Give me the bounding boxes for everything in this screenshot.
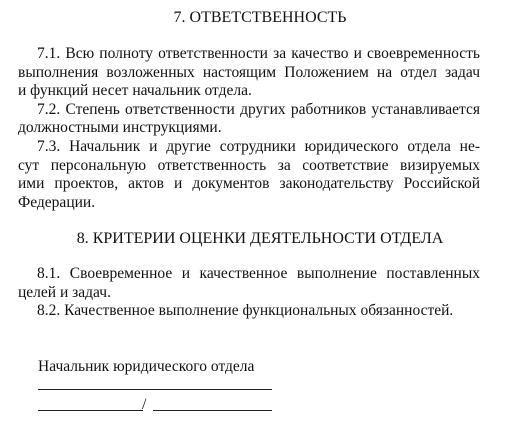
signature-date-line	[153, 410, 272, 411]
paragraph-7-3-line-4: Федерации.	[18, 193, 96, 211]
signature-title: Начальник юридического отдела	[38, 358, 255, 375]
signature-line	[38, 389, 272, 390]
signature-separator: /	[142, 396, 147, 413]
paragraph-8-1-line-2: целей и задач.	[18, 283, 111, 301]
paragraph-7-3-line-3: ими проектов, актов и документов законодательству Российской	[18, 175, 480, 193]
paragraph-7-2-line-1: 7.2. Степень ответственности других работников устанавливается	[37, 100, 480, 118]
signature-name-line	[38, 410, 143, 411]
paragraph-7-3-line-1: 7.3. Начальник и другие сотрудники юридического отдела не-	[37, 137, 480, 155]
paragraph-8-2-line-1: 8.2. Качественное выполнение функциональных обязанностей.	[37, 302, 454, 320]
section-8-heading: 8. КРИТЕРИИ ОЦЕНКИ ДЕЯТЕЛЬНОСТИ ОТДЕЛА	[76, 230, 444, 247]
paragraph-7-1-line-3: и функций несет начальник отдела.	[18, 82, 252, 100]
paragraph-8-1-line-1: 8.1. Своевременное и качественное выполнение поставленных	[37, 265, 480, 282]
section-8-body	[18, 265, 480, 321]
paragraph-7-2-line-2: должностными инструкциями.	[18, 119, 222, 137]
section-7-heading: 7. ОТВЕТСТВЕННОСТЬ	[173, 9, 347, 26]
section-7-body	[18, 45, 480, 212]
paragraph-7-3-line-2: сут персональную ответственность за соответствие визируемых	[18, 156, 480, 174]
paragraph-7-1-line-1: 7.1. Всю полноту ответственности за качество и своевременность	[37, 45, 480, 62]
paragraph-7-1-line-2: выполнения возложенных настоящим Положением на отдел задач	[18, 63, 480, 81]
